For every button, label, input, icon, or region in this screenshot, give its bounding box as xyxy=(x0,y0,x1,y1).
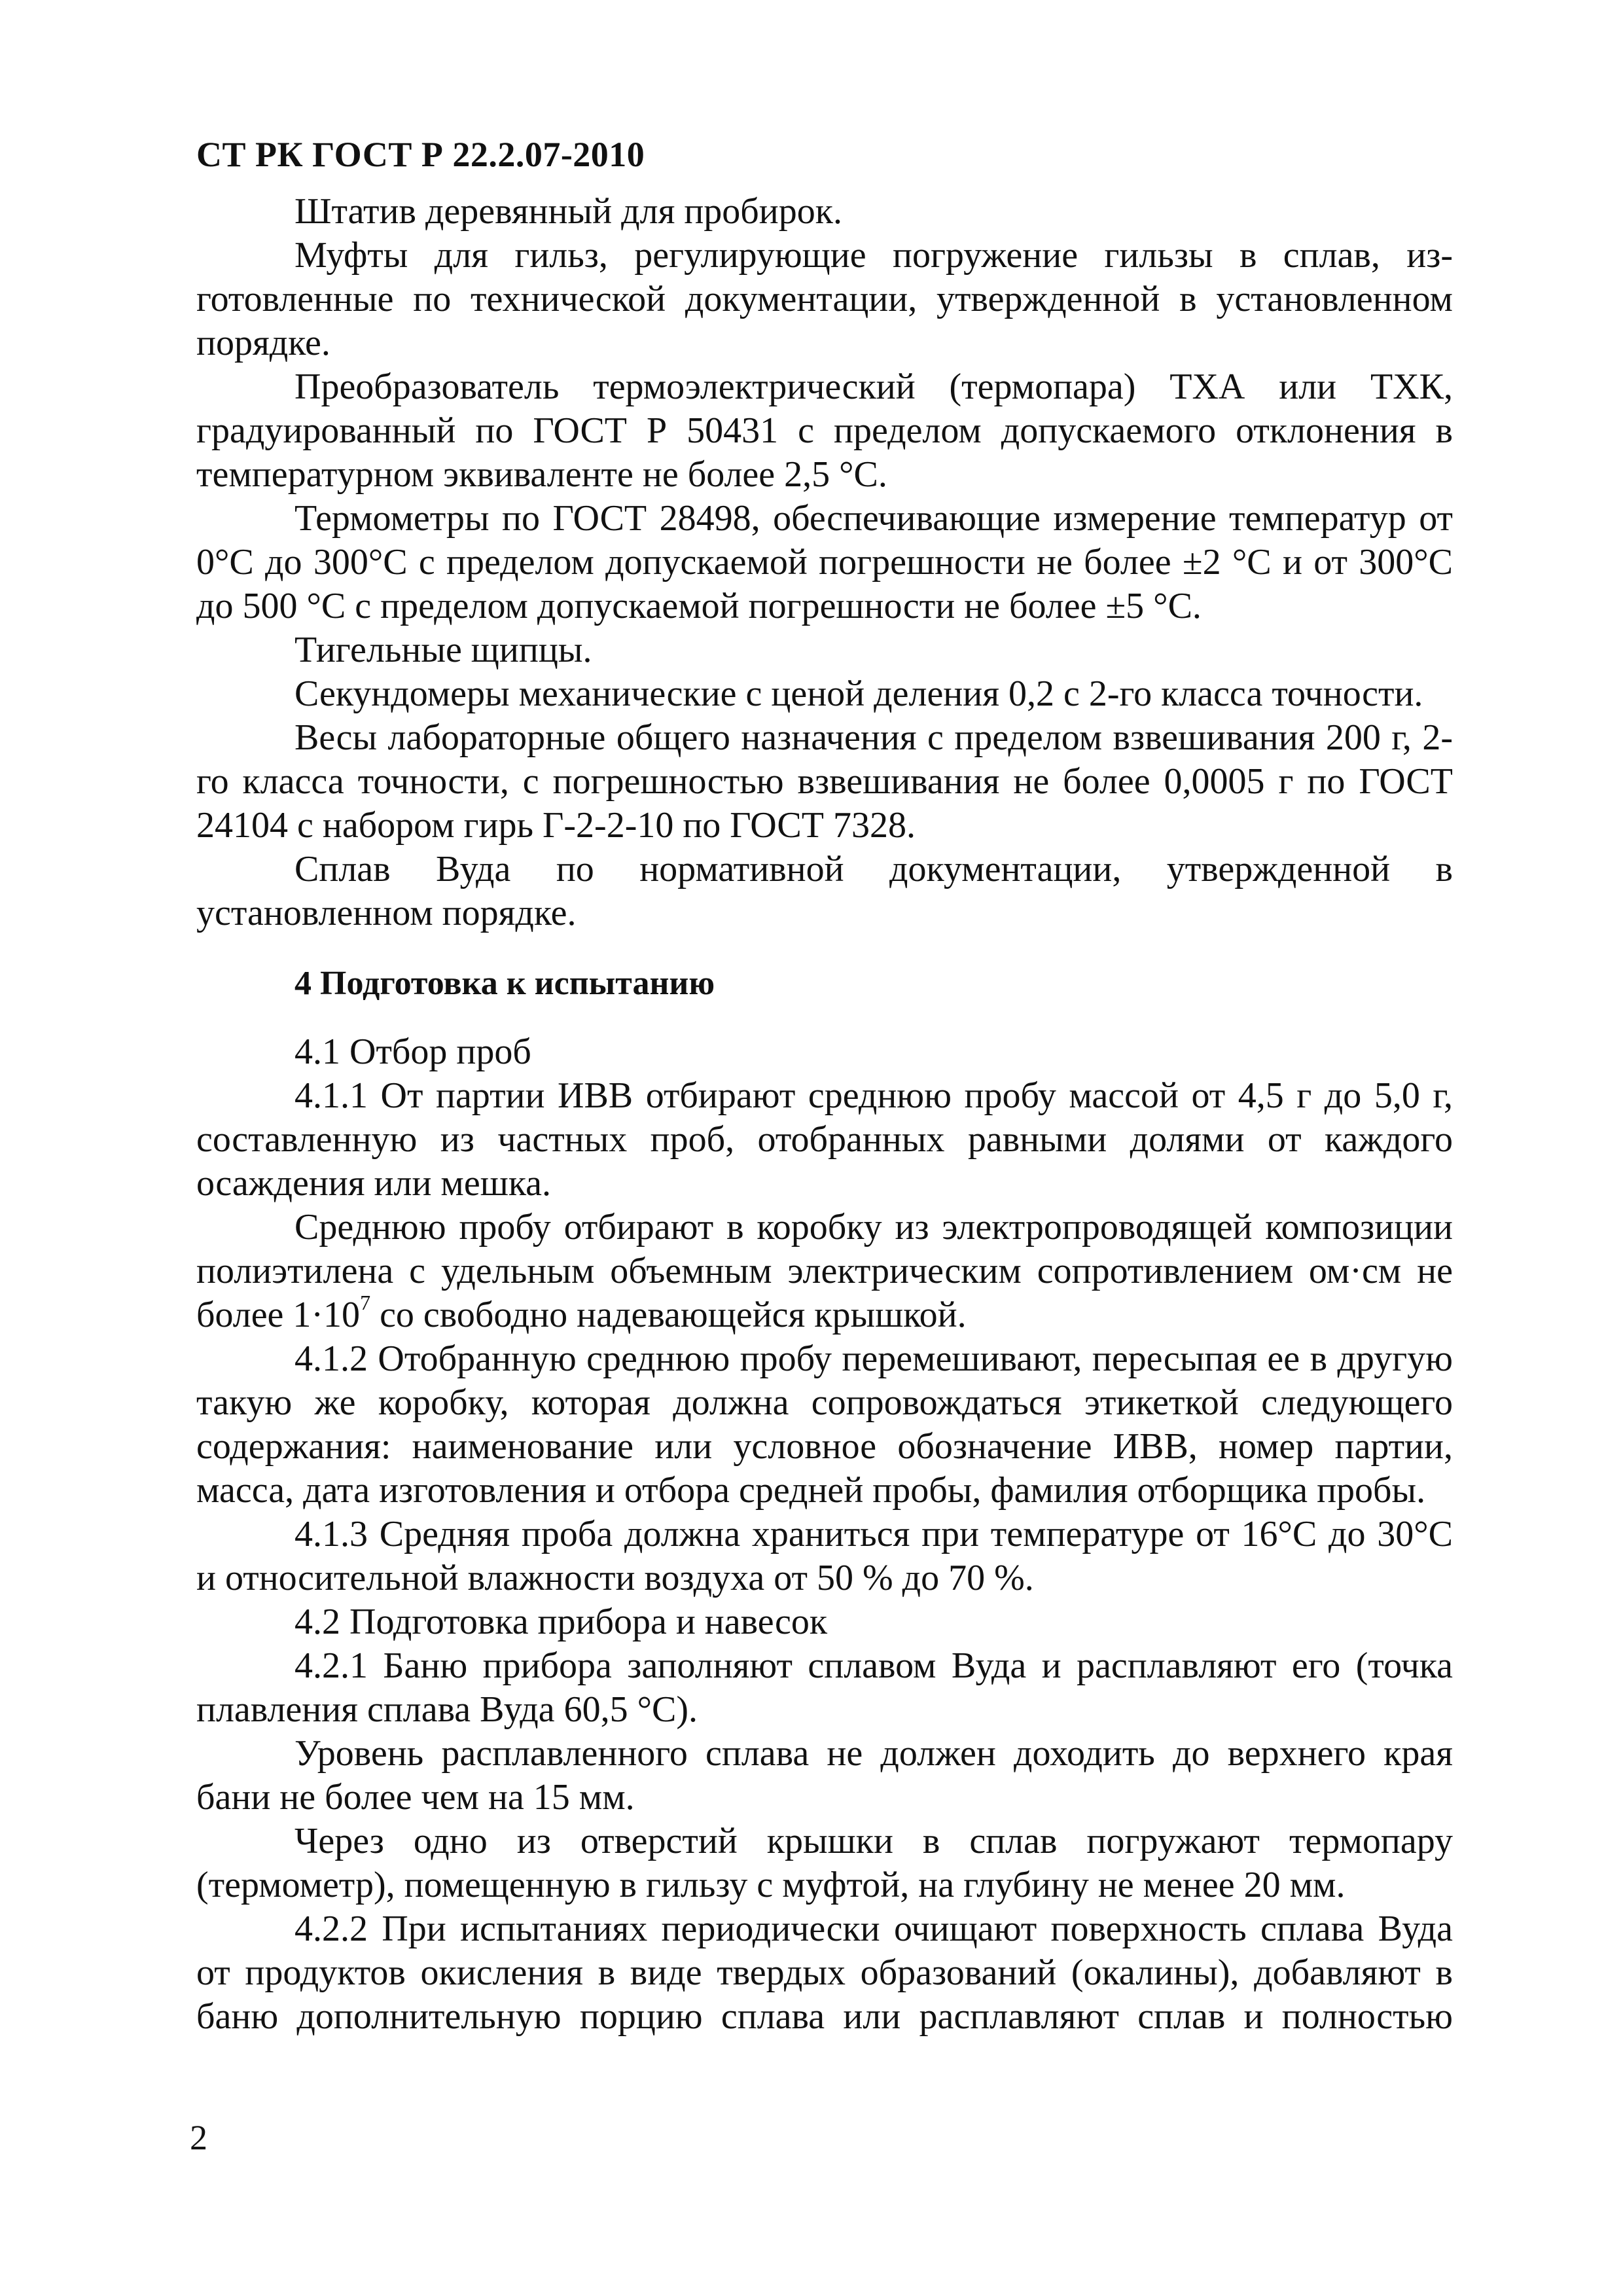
document-body xyxy=(196,190,1453,2039)
resistance-text-before: Среднюю пробу отбирают в коробку из электропроводящей композиции полиэтилена с удельным объемным электрическим сопротивлением ом·см не более 1·10 xyxy=(196,1207,1453,1335)
paragraph-stopwatches: Секундомеры механические с ценой деления 0,2 с 2-го класса точности. xyxy=(294,673,1423,714)
subsection-sampling-title: 4.1 Отбор проб xyxy=(294,1031,531,1072)
paragraph-tongs: Тигельные щипцы. xyxy=(294,630,592,670)
resistance-exponent: 7 xyxy=(360,1291,371,1314)
page-number: 2 xyxy=(190,2118,207,2157)
subsection-preparation-title: 4.2 Подготовка прибора и навесок xyxy=(294,1602,828,1642)
section-heading: 4 Подготовка к испытанию xyxy=(294,965,715,1002)
paragraph-scales: Весы лабораторные общего назначения с пределом взвешивания 200 г, 2-го класса точности, с погрешностью взвешивания не более 0,0005 г по ГОСТ 24104 с набором гирь Г-2-2-10 по ГОСТ 7328. xyxy=(196,717,1453,846)
paragraph-4-1-3: 4.1.3 Средняя проба должна храниться при температуре от 16°С до 30°С и относительной влажности воздуха от 50 % до 70 %. xyxy=(196,1514,1453,1598)
paragraph-4-1-2: 4.1.2 Отобранную среднюю пробу перемешивают, пересыпая ее в другую такую же коробку, которая должна сопровождаться этикеткой следующего содержания: наименование или условное обозначение ИВВ, номер партии, масса, дата изготовления и отбора средней пробы, фамилия отборщика пробы. xyxy=(196,1338,1453,1511)
paragraph-4-2-1-level: Уровень расплавленного сплава не должен доходить до верхнего края бани не более чем на 15 мм. xyxy=(196,1733,1453,1818)
paragraph-4-1-1-box xyxy=(196,1206,1453,1337)
paragraph-thermometers: Термометры по ГОСТ 28498, обеспечивающие измерение температур от 0°С до 300°С с пределом допускаемой погрешности не более ±2 °С и от 300°С до 500 °С с пределом допускаемой погрешности не более ±5 °С. xyxy=(196,498,1453,626)
paragraph-4-2-1-thermocouple: Через одно из отверстий крышки в сплав погружают термопару (термометр), помещенную в гильзу с муфтой, на глубину не менее 20 мм. xyxy=(196,1821,1453,1905)
document-header-code: СТ РК ГОСТ Р 22.2.07-2010 xyxy=(196,135,645,174)
paragraph-stand: Штатив деревянный для пробирок. xyxy=(294,191,842,232)
paragraph-thermocouple: Преобразователь термоэлектрический (термопара) ТХА или ТХК, градуированный по ГОСТ Р 50431 с пределом допускаемого отклонения в температурном эквиваленте не более 2,5 °С. xyxy=(196,367,1453,495)
resistance-text-after: со свободно надевающейся крышкой. xyxy=(370,1295,967,1335)
paragraph-4-2-1: 4.2.1 Баню прибора заполняют сплавом Вуда и расплавляют его (точка плавления сплава Вуда 60,5 °С). xyxy=(196,1645,1453,1730)
paragraph-wood-alloy: Сплав Вуда по нормативной документации, утвержденной в установленном порядке. xyxy=(196,849,1453,933)
paragraph-4-1-1: 4.1.1 От партии ИВВ отбирают среднюю пробу массой от 4,5 г до 5,0 г, составленную из частных проб, отобранных равными долями от каждого осаждения или мешка. xyxy=(196,1075,1453,1204)
paragraph-couplings: Муфты для гильз, регулирующие погружение гильзы в сплав, из-готовленные по технической документации, утвержденной в установленном порядке. xyxy=(196,235,1453,363)
paragraph-4-2-2: 4.2.2 При испытаниях периодически очищают поверхность сплава Вуда от продуктов окисления в виде твердых образований (окалины), добавляют в баню дополнительную порцию сплава или расплавляют сплав и полностью xyxy=(196,1909,1453,2037)
